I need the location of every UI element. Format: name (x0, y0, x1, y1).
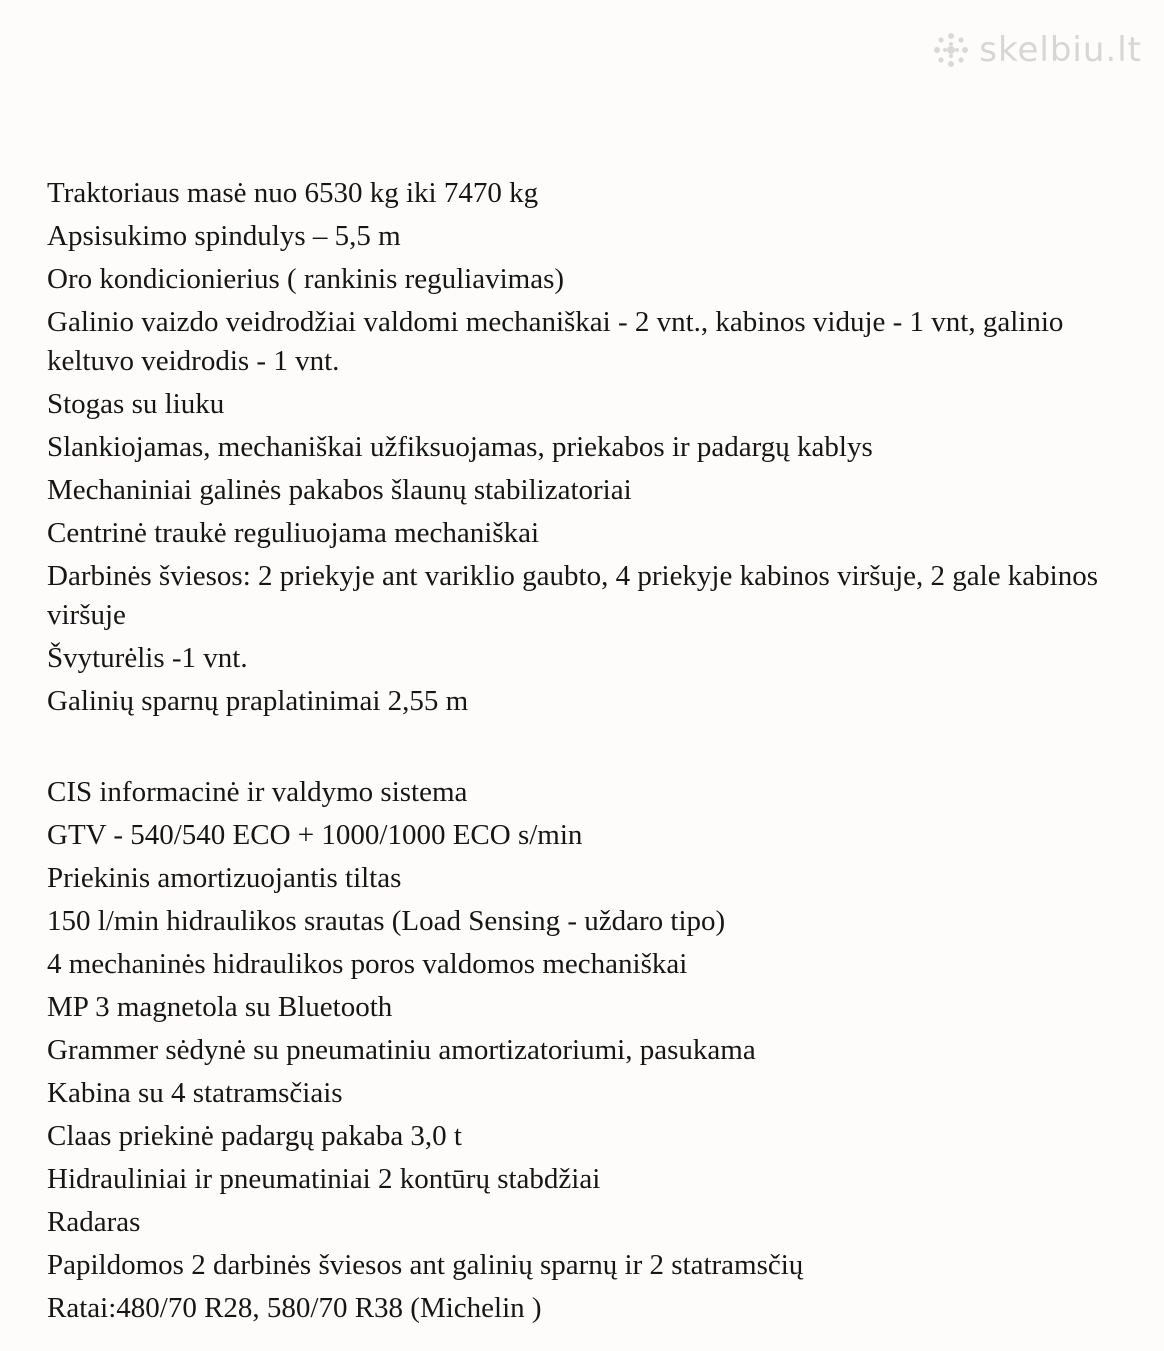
spec-line: Grammer sėdynė su pneumatiniu amortizatoriumi, pasukama (47, 1034, 756, 1066)
spec-line: Švyturėlis -1 vnt. (47, 642, 248, 674)
spec-line: Darbinės šviesos: 2 priekyje ant variklio gaubto, 4 priekyje kabinos viršuje, 2 gale kabinos viršuje (47, 560, 1099, 631)
spec-list (47, 172, 1142, 1330)
watermark (931, 30, 1142, 70)
spec-line: Mechaniniai galinės pakabos šlaunų stabilizatoriai (47, 474, 632, 506)
spec-line: Radaras (47, 1206, 141, 1238)
spec-line: Kabina su 4 statramsčiais (47, 1077, 343, 1109)
spec-line: GTV - 540/540 ECO + 1000/1000 ECO s/min (47, 819, 583, 851)
section-gap (47, 723, 1142, 771)
spec-line: Claas priekinė padargų pakaba 3,0 t (47, 1120, 462, 1152)
watermark-text: skelbiu.lt (979, 30, 1142, 70)
skelbiu-logo-icon (931, 30, 971, 70)
spec-line: 150 l/min hidraulikos srautas (Load Sensing - uždaro tipo) (47, 905, 726, 937)
spec-line: CIS informacinė ir valdymo sistema (47, 776, 468, 808)
spec-line: Galinių sparnų praplatinimai 2,55 m (47, 685, 469, 717)
spec-line: Apsisukimo spindulys – 5,5 m (47, 220, 401, 252)
spec-line: Slankiojamas, mechaniškai užfiksuojamas, priekabos ir padargų kablys (47, 431, 873, 463)
spec-line: Papildomos 2 darbinės šviesos ant galinių sparnų ir 2 statramsčių (47, 1249, 804, 1281)
spec-line: Priekinis amortizuojantis tiltas (47, 862, 402, 894)
spec-line: MP 3 magnetola su Bluetooth (47, 991, 393, 1023)
spec-line: Galinio vaizdo veidrodžiai valdomi mechaniškai - 2 vnt., kabinos viduje - 1 vnt, galinio keltuvo veidrodis - 1 vnt. (47, 306, 1064, 377)
spec-line: Stogas su liuku (47, 388, 225, 420)
spec-line: Centrinė traukė reguliuojama mechaniškai (47, 517, 540, 549)
spec-line: 4 mechaninės hidraulikos poros valdomos mechaniškai (47, 948, 688, 980)
spec-line: Ratai:480/70 R28, 580/70 R38 (Michelin ) (47, 1292, 542, 1324)
spec-line: Oro kondicionierius ( rankinis reguliavimas) (47, 263, 565, 295)
spec-line: Traktoriaus masė nuo 6530 kg iki 7470 kg (47, 177, 539, 209)
spec-line: Hidrauliniai ir pneumatiniai 2 kontūrų stabdžiai (47, 1163, 601, 1195)
